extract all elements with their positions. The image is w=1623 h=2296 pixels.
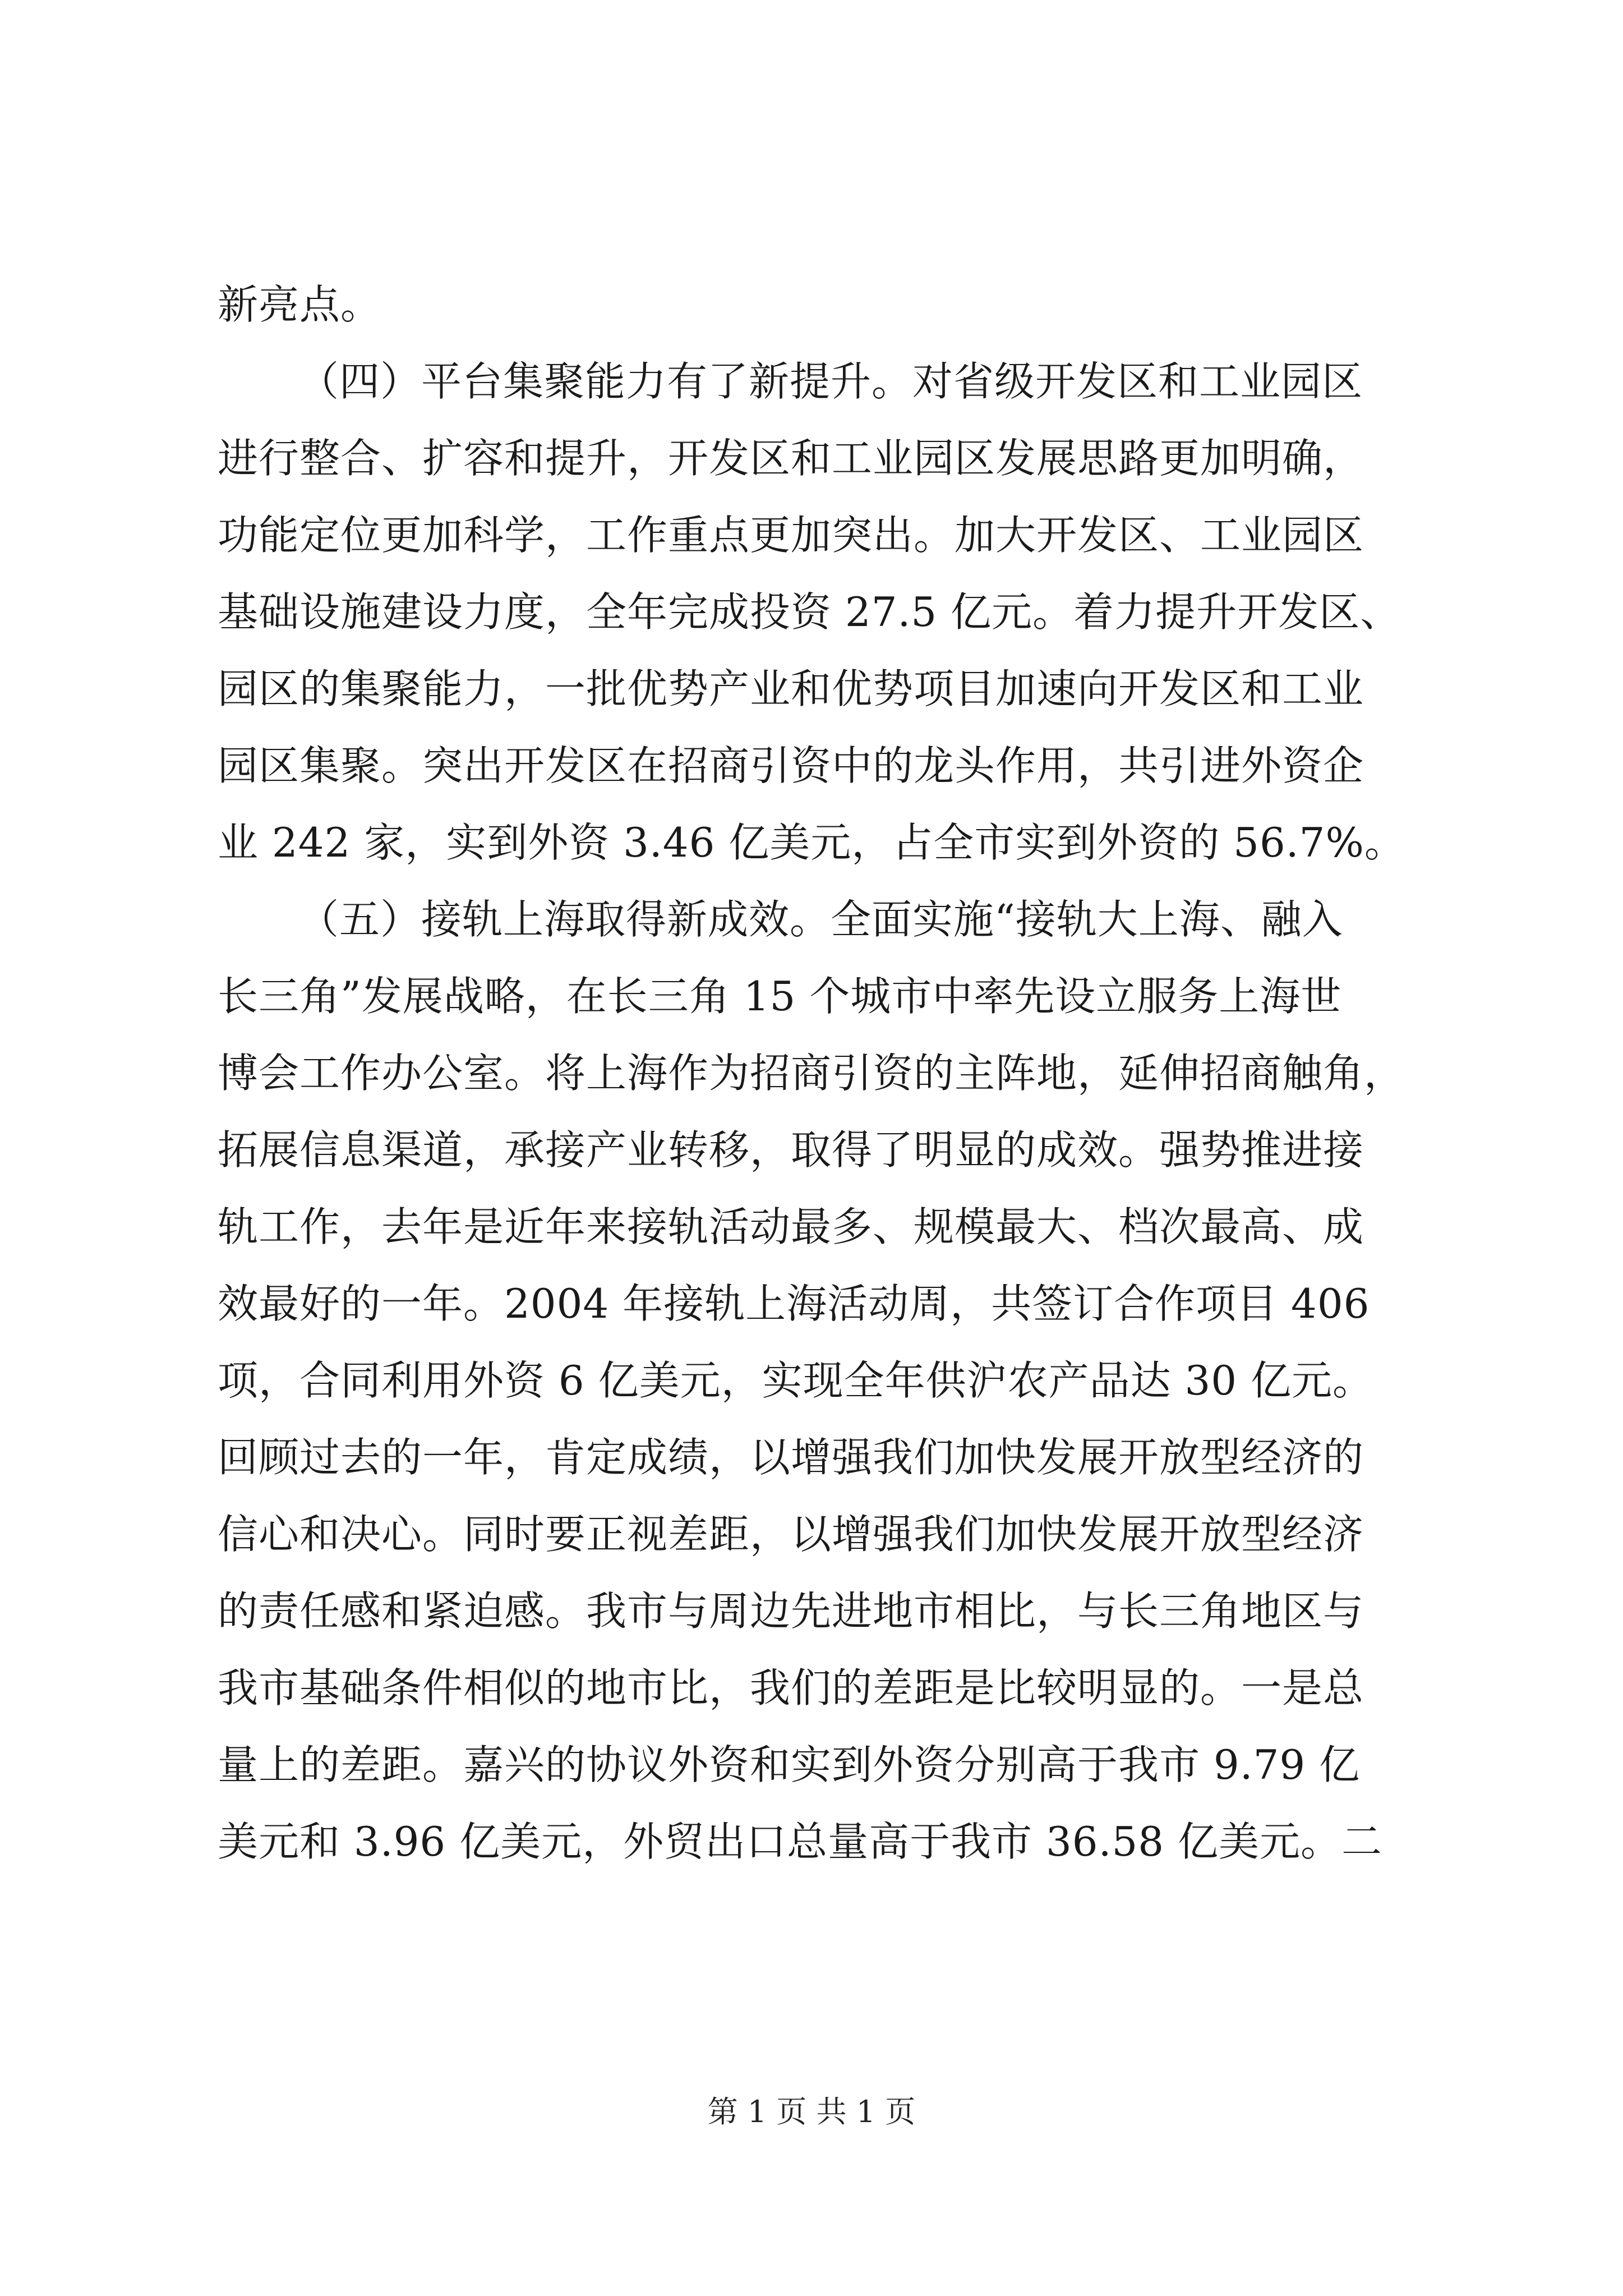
text-line: 美元和 3.96 亿美元，外贸出口总量高于我市 36.58 亿美元。二	[218, 1818, 1382, 1865]
text-line: 园区集聚。突出开发区在招商引资中的龙头作用，共引进外资企	[218, 742, 1364, 789]
text-line: 功能定位更加科学，工作重点更加突出。加大开发区、工业园区	[218, 512, 1364, 559]
text-line: 进行整合、扩容和提升，开发区和工业园区发展思路更加明确，	[218, 435, 1364, 482]
paragraph-start-line: （四）平台集聚能力有了新提升。对省级开发区和工业园区	[298, 358, 1363, 405]
text-line: 我市基础条件相似的地市比，我们的差距是比较明显的。一是总	[218, 1664, 1364, 1711]
text-line: 长三角”发展战略，在长三角 15 个城市中率先设立服务上海世	[218, 973, 1342, 1020]
text-line: 园区的集聚能力，一批优势产业和优势项目加速向开发区和工业	[218, 665, 1364, 712]
text-line: 量上的差距。嘉兴的协议外资和实到外资分别高于我市 9.79 亿	[218, 1741, 1361, 1788]
text-line: 的责任感和紧迫感。我市与周边先进地市相比，与长三角地区与	[218, 1588, 1364, 1635]
text-line: 信心和决心。同时要正视差距，以增强我们加快发展开放型经济	[218, 1511, 1364, 1558]
text-line: 项，合同利用外资 6 亿美元，实现全年供沪农产品达 30 亿元。	[218, 1357, 1373, 1404]
paragraph-start-line: （五）接轨上海取得新成效。全面实施“接轨大上海、融入	[298, 896, 1343, 943]
text-line: 新亮点。	[218, 281, 382, 328]
text-line: 博会工作办公室。将上海作为招商引资的主阵地，延伸招商触角，	[218, 1050, 1405, 1097]
text-line: 效最好的一年。2004 年接轨上海活动周，共签订合作项目 406	[218, 1280, 1370, 1327]
page-footer: 第 1 页 共 1 页	[707, 2094, 916, 2129]
text-line: 轨工作，去年是近年来接轨活动最多、规模最大、档次最高、成	[218, 1203, 1364, 1250]
text-line: 回顾过去的一年，肯定成绩，以增强我们加快发展开放型经济的	[218, 1434, 1364, 1481]
text-line: 拓展信息渠道，承接产业转移，取得了明显的成效。强势推进接	[218, 1126, 1364, 1174]
document-body	[218, 266, 1423, 1880]
text-line: 基础设施建设力度，全年完成投资 27.5 亿元。着力提升开发区、	[218, 588, 1401, 636]
text-line: 业 242 家，实到外资 3.46 亿美元，占全市实到外资的 56.7%。	[218, 819, 1405, 866]
